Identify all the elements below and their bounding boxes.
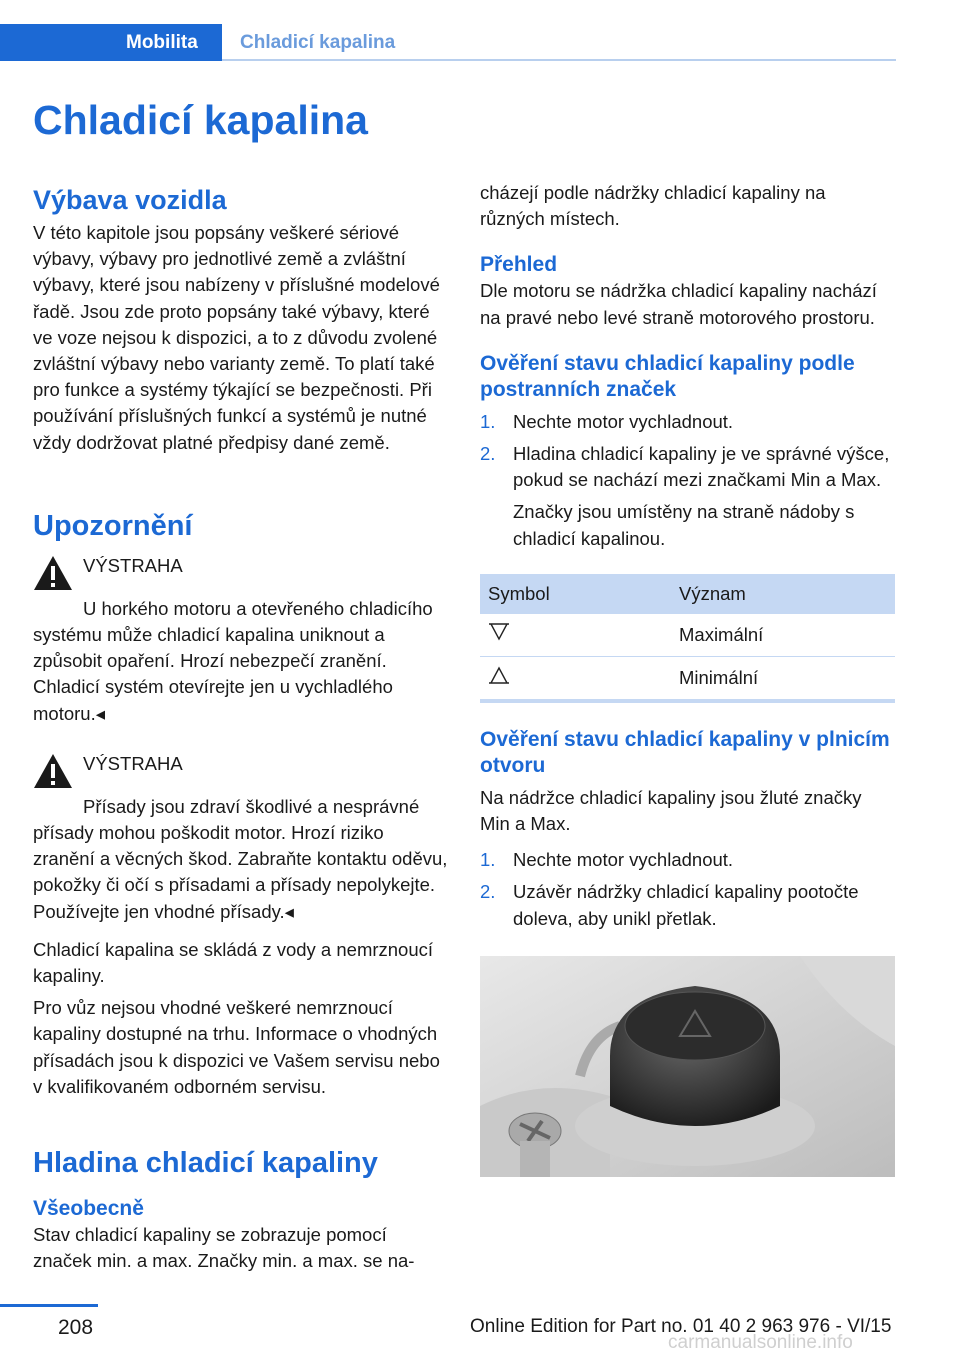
side-marks-heading: Ověření stavu chladicí kapaliny podle postranních značek — [480, 351, 855, 401]
table-row — [480, 614, 895, 657]
coolant-composition-text: Chladicí kapalina se skládá z vody a nemrznoucí kapaliny. — [33, 938, 434, 987]
header-divider — [222, 59, 896, 61]
step-text: Nechte motor vychladnout. — [513, 849, 734, 871]
step-number: 1. — [480, 410, 496, 432]
overview-text: Dle motoru se nádržka chladicí kapaliny nachází na pravé nebo levé straně motorového prostoru. — [480, 280, 877, 328]
min-mark-icon — [480, 656, 671, 701]
general-heading: Všeobecně — [33, 1197, 144, 1221]
filler-text: Na nádržce chladicí kapaliny jsou žluté značky Min a Max. — [480, 786, 862, 835]
left-column — [33, 180, 448, 1274]
overview-heading: Přehled — [480, 253, 558, 277]
watermark: carmanualsonline.info — [668, 1332, 853, 1353]
step-number: 1. — [480, 849, 496, 871]
step-number: 2. — [480, 881, 496, 903]
table-cell-meaning: Minimální — [671, 656, 895, 701]
notes-heading: Upozornění — [33, 509, 193, 542]
filler-heading: Ověření stavu chladicí kapaliny v plnicím otvoru — [480, 727, 890, 777]
warning-1-label: VÝSTRAHA — [83, 554, 183, 576]
footer-divider — [0, 1304, 98, 1307]
warning-triangle-icon — [33, 553, 73, 596]
step-text: Nechte motor vychladnout. — [513, 410, 734, 432]
section-tab[interactable]: Mobilita — [0, 24, 222, 61]
list-item — [480, 409, 895, 435]
table-header-meaning: Význam — [671, 574, 895, 614]
page-number: 208 — [58, 1316, 94, 1339]
antifreeze-text: Pro vůz nejsou vhodné veškeré nemrznoucí kapaliny dostupné na trhu. Informace o vhodných přísadách jsou k dispozici ve Vašem servisu nebo v kvalifikovaném odborném servisu. — [33, 997, 440, 1097]
warning-2-label: VÝSTRAHA — [83, 752, 183, 774]
warning-2-text: Přísady jsou zdraví škodlivé a nesprávné přísady mohou poškodit motor. Hrozí riziko zranění a věcných škod. Zabraňte kontaktu oděvu, pokožky či očí s přísadami a přísady nepolykejte. Používejte jen vhodné přísady.◂ — [33, 795, 448, 922]
side-marks-steps — [480, 409, 895, 494]
step-number: 2. — [480, 443, 496, 465]
level-heading: Hladina chladicí kapaliny — [33, 1147, 378, 1180]
warning-1 — [33, 553, 448, 596]
breadcrumb[interactable]: Chladicí kapalina — [240, 32, 396, 53]
symbol-table — [480, 574, 895, 703]
page-title: Chladicí kapalina — [33, 97, 368, 143]
general-text: Stav chladicí kapaliny se zobrazuje pomocí značek min. a max. Značky min. a max. se na- — [33, 1224, 415, 1272]
max-mark-icon — [480, 614, 671, 657]
continued-text: cházejí podle nádržky chladicí kapaliny na různých místech. — [480, 182, 826, 230]
table-row — [480, 656, 895, 701]
coolant-cap-illustration — [480, 956, 895, 1177]
edition-text: Online Edition for Part no. 01 40 2 963 976 - VI/15 — [470, 1316, 892, 1337]
side-marks-note: Značky jsou umístěny na straně nádoby s chladicí kapalinou. — [513, 501, 855, 549]
warning-1-text: U horkého motoru a otevřeného chladicího systému může chladicí kapalina uniknout a způsobit opaření. Hrozí nebezpečí zranění. Chladicí systém otevírejte jen u vychladlého motoru.◂ — [33, 597, 433, 724]
table-cell-meaning: Maximální — [671, 614, 895, 657]
list-item — [480, 441, 895, 493]
warning-2 — [33, 751, 448, 794]
filler-steps — [480, 847, 895, 932]
table-header-symbol: Symbol — [480, 574, 671, 614]
right-column — [480, 180, 895, 1177]
equipment-heading: Výbava vozidla — [33, 185, 227, 215]
table-header-row — [480, 574, 895, 614]
list-item — [480, 847, 895, 873]
step-text: Uzávěr nádržky chladicí kapaliny pootočte doleva, aby unikl přetlak. — [513, 881, 859, 929]
step-text: Hladina chladicí kapaliny je ve správné výšce, pokud se nachází mezi značkami Min a Max. — [513, 443, 890, 491]
warning-triangle-icon — [33, 751, 73, 794]
list-item — [480, 879, 895, 931]
equipment-text: V této kapitole jsou popsány veškeré sériové výbavy, výbavy pro jednotlivé země a zvláštní výbavy, které jsou nabízeny v příslušné modelové řadě. Jsou zde proto popsány také výbavy, které ve voze nejsou k dispozici, a to z důvodu zvolené zvláštní výbavy nebo varianty země. To platí také pro funkce a systémy týkající se bezpečnosti. Při používání příslušných funkcí a systémů je nutné vždy dodržovat platné předpisy dané země. — [33, 222, 440, 453]
